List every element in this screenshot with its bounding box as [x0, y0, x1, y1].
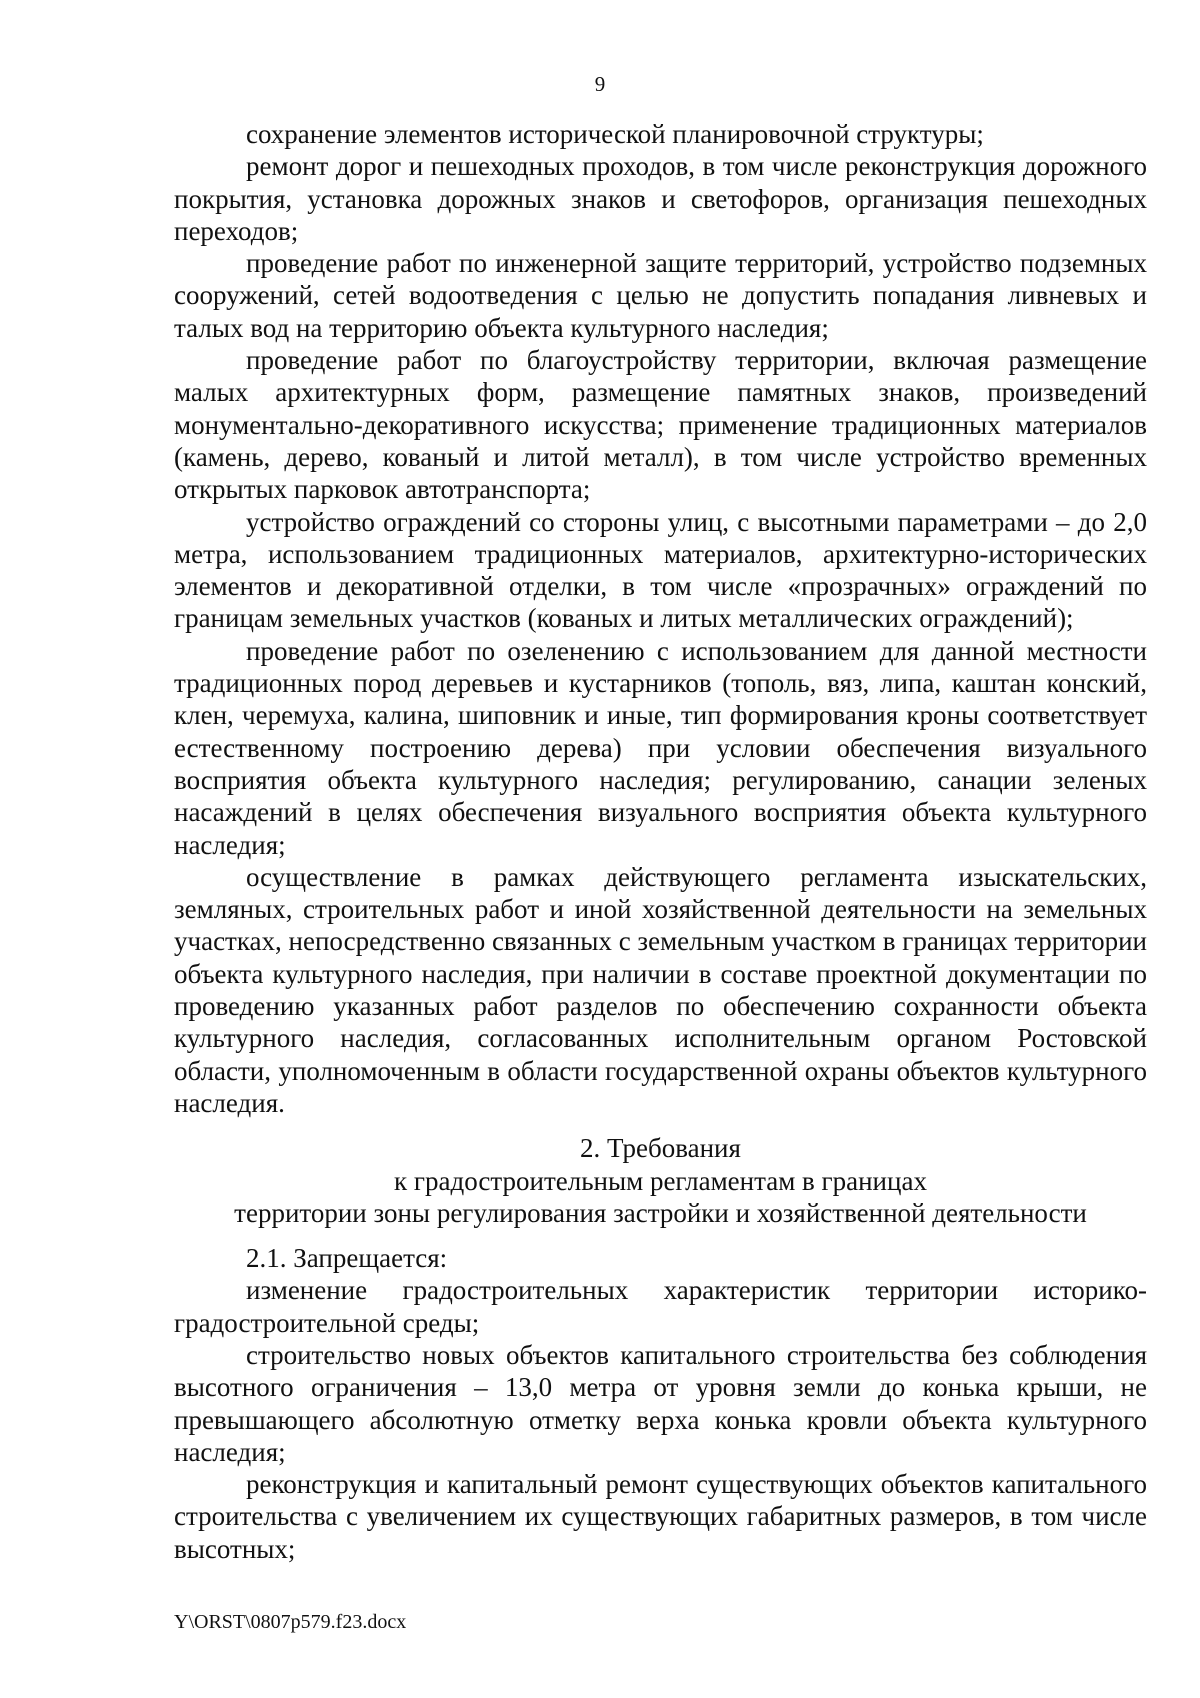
paragraph: осуществление в рамках действующего регламента изыскательских, земляных, строительных работ и иной хозяйственной деятельности на земельных участках, непосредственно связанных с земельным участком в границах территории объекта культурного наследия, при наличии в составе проектной документации по проведению указанных работ разделов по обеспечению сохранности объекта культурного наследия, согласованных исполнительным органом Ростовской области, уполномоченным в области государственной охраны объектов культурного наследия.	[174, 861, 1147, 1118]
subsection-heading: 2.1. Запрещается:	[246, 1243, 448, 1274]
paragraph: устройство ограждений со стороны улиц, с высотными параметрами – до 2,0 метра, использованием традиционных материалов, архитектурно-исторических элементов и декоративной отделки, в том числе «прозрачных» ограждений по границам земельных участков (кованых и литых металлических ограждений);	[174, 506, 1147, 634]
section-heading-line: территории зоны регулирования застройки и хозяйственной деятельности	[234, 1197, 1087, 1228]
section-heading-line: к градостроительным регламентам в границах	[394, 1165, 927, 1196]
section-heading-title: 2. Требования	[580, 1133, 741, 1164]
paragraph: проведение работ по инженерной защите территорий, устройство подземных сооружений, сетей водоотведения с целью не допустить попадания ливневых и талых вод на территорию объекта культурного наследия;	[174, 248, 1147, 343]
footer-file-path: Y\ORST\0807p579.f23.docx	[174, 1611, 407, 1633]
paragraph: проведение работ по озеленению с использованием для данной местности традиционных пород деревьев и кустарников (тополь, вяз, липа, каштан конский, клен, черемуха, калина, шиповник и иные, тип формирования кроны соответствует естественному построению дерева) при условии обеспечения визуального восприятия объекта культурного наследия; регулированию, санации зеленых насаждений в целях обеспечения визуального восприятия объекта культурного наследия;	[174, 635, 1147, 860]
document-body	[174, 118, 1147, 1565]
paragraph: строительство новых объектов капитального строительства без соблюдения высотного ограничения – 13,0 метра от уровня земли до конька крыши, не превышающего абсолютную отметку верха конька кровли объекта культурного наследия;	[174, 1339, 1147, 1467]
section-heading	[174, 1132, 1147, 1229]
paragraph: сохранение элементов исторической планировочной структуры;	[246, 119, 984, 149]
paragraph: проведение работ по благоустройству территории, включая размещение малых архитектурных форм, размещение памятных знаков, произведений монументально-декоративного искусства; применение традиционных материалов (камень, дерево, кованый и литой металл), в том числе устройство временных открытых парковок автотранспорта;	[174, 345, 1147, 505]
page-number: 9	[594, 72, 606, 96]
paragraph: изменение градостроительных характеристик территории историко-градостроительной среды;	[174, 1275, 1147, 1338]
paragraph: реконструкция и капитальный ремонт существующих объектов капитального строительства с увеличением их существующих габаритных размеров, в том числе высотных;	[174, 1469, 1147, 1564]
paragraph: ремонт дорог и пешеходных проходов, в том числе реконструкция дорожного покрытия, установка дорожных знаков и светофоров, организация пешеходных переходов;	[174, 151, 1147, 246]
